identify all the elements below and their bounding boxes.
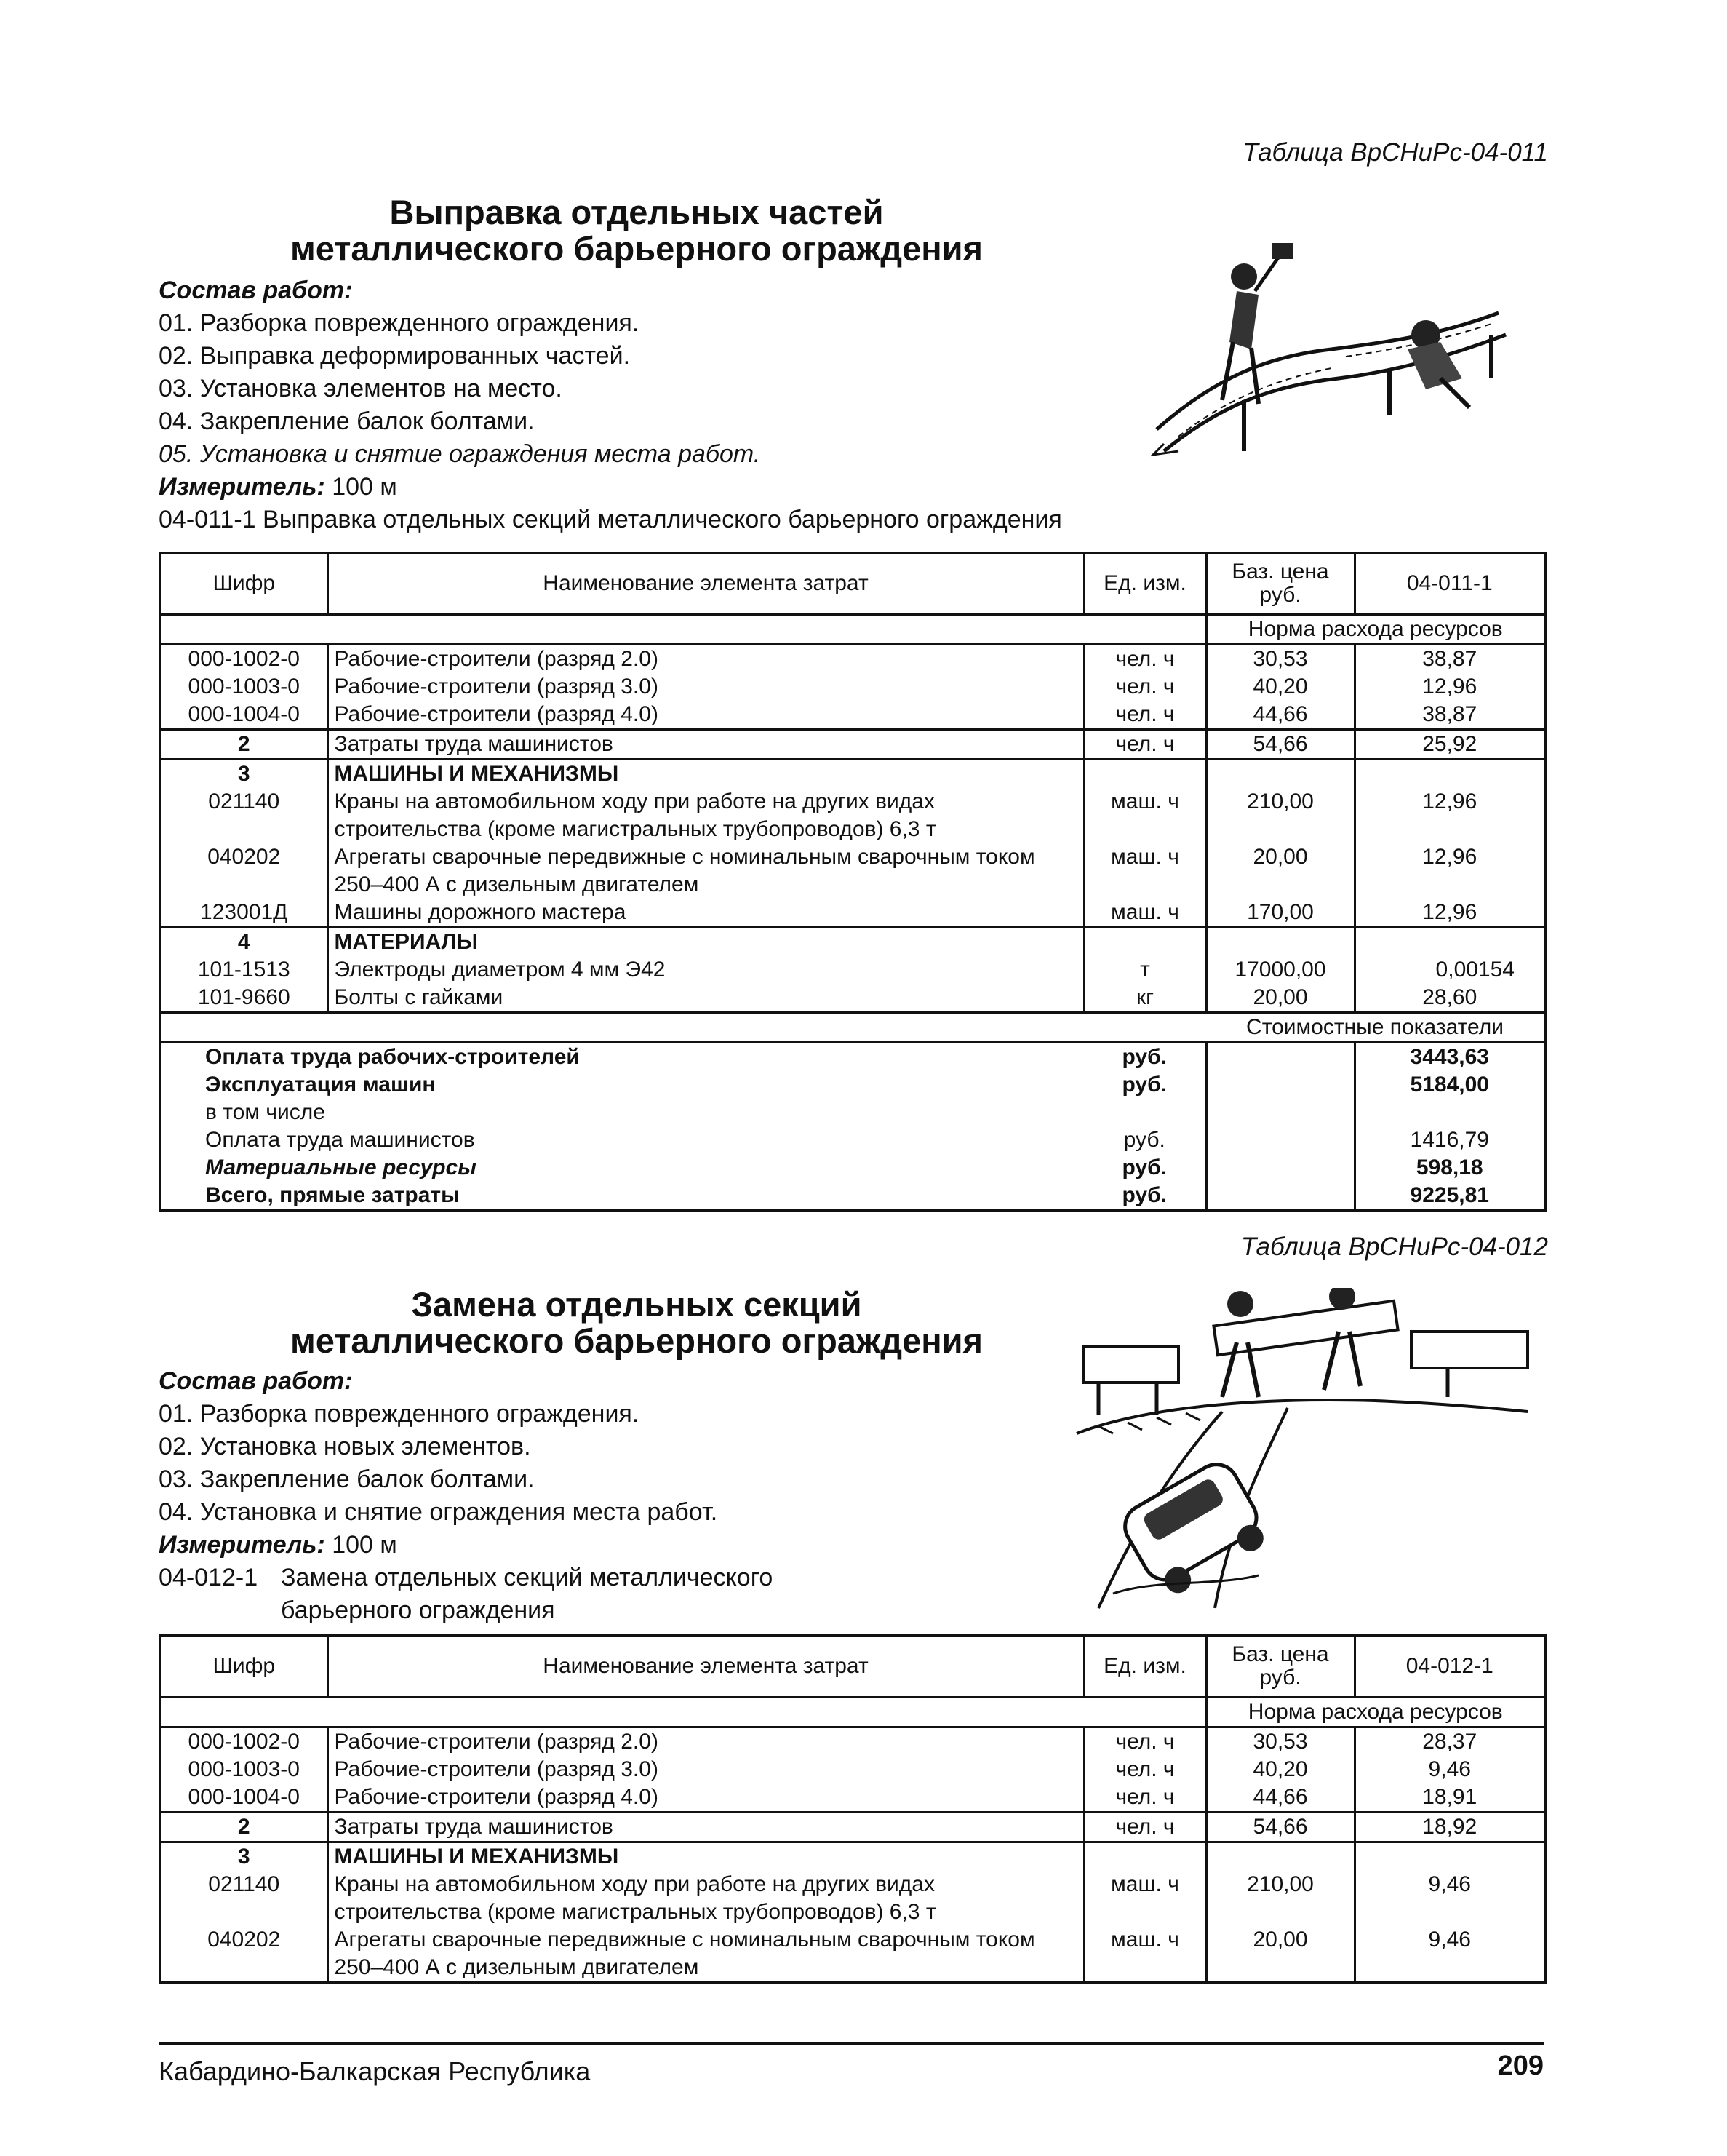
row-unit: чел. ч bbox=[1084, 701, 1206, 730]
row-price: 30,53 bbox=[1206, 1727, 1355, 1756]
row-value bbox=[1355, 759, 1545, 788]
row-unit: чел. ч bbox=[1084, 673, 1206, 701]
row-value: 18,91 bbox=[1355, 1783, 1545, 1813]
table-row bbox=[160, 644, 1545, 673]
row-price: 20,00 bbox=[1206, 984, 1355, 1013]
work-item: 03. Закрепление балок болтами. bbox=[159, 1465, 535, 1493]
row-code: 2 bbox=[160, 1812, 327, 1842]
row-name: Затраты труда машинистов bbox=[327, 1812, 1084, 1842]
title-line: Замена отдельных секций bbox=[411, 1285, 862, 1324]
cost-label: Всего, прямые затраты bbox=[205, 1182, 460, 1207]
cost-table-04-012 bbox=[159, 1634, 1547, 1984]
measure-line bbox=[159, 471, 1177, 504]
row-unit: чел. ч bbox=[1084, 1812, 1206, 1842]
table-row bbox=[160, 843, 1545, 899]
row-price: 170,00 bbox=[1206, 899, 1355, 928]
row-code: 123001Д bbox=[200, 899, 288, 924]
row-name: Краны на автомобильном ходу при работе на других видах строительства (кроме магистральных трубопроводов) 6,3 т bbox=[327, 788, 1084, 843]
table-row bbox=[160, 984, 1545, 1013]
row-value: 38,87 bbox=[1355, 644, 1545, 673]
row-unit bbox=[1084, 927, 1206, 956]
table-ref-04-011: Таблица ВрСНиРс-04-011 bbox=[1243, 138, 1548, 167]
row-name: МАШИНЫ И МЕХАНИЗМЫ bbox=[327, 759, 1084, 788]
work-item: 02. Установка новых элементов. bbox=[159, 1433, 531, 1460]
table-ref-04-012: Таблица ВрСНиРс-04-012 bbox=[1240, 1233, 1548, 1261]
cost-label: Оплата труда рабочих-строителей bbox=[160, 1042, 1084, 1071]
row-name: Болты с гайками bbox=[327, 984, 1084, 1013]
table-row bbox=[160, 956, 1545, 984]
workers-straightening-guardrail-illustration bbox=[1149, 233, 1528, 466]
table-row bbox=[160, 1783, 1545, 1813]
row-price: 17000,00 bbox=[1206, 956, 1355, 984]
row-code: 000-1004-0 bbox=[188, 1784, 300, 1809]
table-row bbox=[160, 701, 1545, 730]
row-price: 44,66 bbox=[1206, 1783, 1355, 1813]
cost-label: Материальные ресурсы bbox=[205, 1155, 476, 1180]
row-price: 20,00 bbox=[1206, 1926, 1355, 1983]
section-title-04-011 bbox=[145, 194, 1128, 267]
row-unit: маш. ч bbox=[1084, 788, 1206, 843]
title-line: Выправка отдельных частей bbox=[389, 193, 884, 231]
row-code: 021140 bbox=[208, 1871, 280, 1896]
footer-region: Кабардино-Балкарская Республика bbox=[159, 2056, 591, 2086]
work-item: 03. Установка элементов на место. bbox=[159, 375, 562, 402]
row-name: МАШИНЫ И МЕХАНИЗМЫ bbox=[327, 1842, 1084, 1871]
row-code: 000-1002-0 bbox=[160, 644, 327, 673]
row-name: Агрегаты сварочные передвижные с номинальным сварочным током 250–400 А с дизельным двигателем bbox=[327, 1926, 1084, 1983]
row-value: 38,87 bbox=[1355, 701, 1545, 730]
row-value: 12,96 bbox=[1355, 843, 1545, 899]
table-row bbox=[160, 1842, 1545, 1871]
header-code-value: 04-012-1 bbox=[1355, 1636, 1545, 1697]
header-unit: Ед. изм. bbox=[1084, 553, 1206, 614]
table-header-row bbox=[160, 1636, 1545, 1697]
cost-unit: руб. bbox=[1122, 1072, 1167, 1097]
row-name: Рабочие-строители (разряд 2.0) bbox=[327, 644, 1084, 673]
cost-value bbox=[1355, 1099, 1545, 1126]
row-value: 28,60 bbox=[1355, 984, 1545, 1013]
row-price: 210,00 bbox=[1206, 788, 1355, 843]
row-name: Рабочие-строители (разряд 3.0) bbox=[327, 1756, 1084, 1783]
work-item: 02. Выправка деформированных частей. bbox=[159, 342, 631, 370]
works-block-04-011 bbox=[159, 274, 1177, 536]
row-value: 12,96 bbox=[1355, 788, 1545, 843]
measure-label: Измеритель: bbox=[159, 1531, 325, 1559]
row-unit: чел. ч bbox=[1084, 1756, 1206, 1783]
work-item: 01. Разборка поврежденного ограждения. bbox=[159, 309, 639, 337]
subitem-title: 04-011-1 Выправка отдельных секций металлического барьерного ограждения bbox=[159, 506, 1062, 533]
norm-band-label: Норма расхода ресурсов bbox=[1206, 614, 1545, 644]
cost-row bbox=[160, 1126, 1545, 1154]
row-code: 101-1513 bbox=[197, 957, 290, 982]
row-price bbox=[1206, 1842, 1355, 1871]
row-price: 30,53 bbox=[1206, 644, 1355, 673]
title-line: металлического барьерного ограждения bbox=[290, 229, 983, 268]
row-price: 210,00 bbox=[1206, 1871, 1355, 1926]
row-code: 101-9660 bbox=[197, 984, 290, 1009]
subitem-line: барьерного ограждения bbox=[281, 1596, 555, 1624]
row-name: Машины дорожного мастера bbox=[327, 899, 1084, 928]
header-name: Наименование элемента затрат bbox=[327, 1636, 1084, 1697]
row-unit: маш. ч bbox=[1084, 1926, 1206, 1983]
row-unit: маш. ч bbox=[1084, 899, 1206, 928]
cost-band-label: Стоимостные показатели bbox=[1206, 1012, 1545, 1042]
cost-band-row bbox=[160, 1012, 1545, 1042]
row-value: 12,96 bbox=[1355, 899, 1545, 928]
row-price: 40,20 bbox=[1206, 673, 1355, 701]
row-code: 000-1002-0 bbox=[160, 1727, 327, 1756]
footer-divider bbox=[159, 2042, 1544, 2045]
row-value bbox=[1355, 927, 1545, 956]
cost-unit: руб. bbox=[1122, 1182, 1167, 1207]
cost-table-04-011 bbox=[159, 552, 1547, 1212]
row-unit bbox=[1084, 1842, 1206, 1871]
page-number: 209 bbox=[1497, 2050, 1544, 2081]
measure-line bbox=[159, 1529, 1177, 1562]
works-block-04-012 bbox=[159, 1365, 1177, 1627]
row-unit: чел. ч bbox=[1084, 729, 1206, 759]
row-code: 000-1003-0 bbox=[188, 1757, 300, 1781]
norm-band-row bbox=[160, 1697, 1545, 1727]
row-code: 000-1004-0 bbox=[188, 701, 300, 726]
row-name: Рабочие-строители (разряд 2.0) bbox=[327, 1727, 1084, 1756]
row-unit: т bbox=[1084, 956, 1206, 984]
row-unit: маш. ч bbox=[1084, 1871, 1206, 1926]
work-item: 04. Закрепление балок болтами. bbox=[159, 407, 535, 435]
cost-row bbox=[160, 1099, 1545, 1126]
works-header: Состав работ: bbox=[159, 1367, 353, 1395]
row-name: Краны на автомобильном ходу при работе на других видах строительства (кроме магистральных трубопроводов) 6,3 т bbox=[327, 1871, 1084, 1926]
row-unit: маш. ч bbox=[1084, 843, 1206, 899]
work-item: 05. Установка и снятие ограждения места работ. bbox=[159, 440, 761, 468]
row-code: 021140 bbox=[208, 789, 280, 814]
header-price: Баз. цена руб. bbox=[1206, 553, 1355, 614]
row-value: 28,37 bbox=[1355, 1727, 1545, 1756]
subitem-name bbox=[281, 1562, 773, 1627]
row-name: Рабочие-строители (разряд 4.0) bbox=[327, 1783, 1084, 1813]
row-name: Электроды диаметром 4 мм Э42 bbox=[327, 956, 1084, 984]
row-price: 20,00 bbox=[1206, 843, 1355, 899]
row-price: 44,66 bbox=[1206, 701, 1355, 730]
section-title-04-012 bbox=[145, 1286, 1128, 1359]
row-value: 9,46 bbox=[1355, 1756, 1545, 1783]
row-name: Агрегаты сварочные передвижные с номинальным сварочным током 250–400 А с дизельным двигателем bbox=[327, 843, 1084, 899]
row-name: Рабочие-строители (разряд 3.0) bbox=[327, 673, 1084, 701]
row-value bbox=[1355, 1842, 1545, 1871]
table-row bbox=[160, 729, 1545, 759]
row-value: 12,96 bbox=[1355, 673, 1545, 701]
row-value: 18,92 bbox=[1355, 1812, 1545, 1842]
row-unit: чел. ч bbox=[1084, 644, 1206, 673]
cost-unit: руб. bbox=[1122, 1155, 1167, 1180]
header-name: Наименование элемента затрат bbox=[327, 553, 1084, 614]
norm-band-label: Норма расхода ресурсов bbox=[1206, 1697, 1545, 1727]
row-price: 40,20 bbox=[1206, 1756, 1355, 1783]
cost-value: 3443,63 bbox=[1355, 1042, 1545, 1071]
subitem-title bbox=[159, 1562, 1177, 1627]
table-row bbox=[160, 927, 1545, 956]
row-value: 9,46 bbox=[1355, 1926, 1545, 1983]
header-unit: Ед. изм. bbox=[1084, 1636, 1206, 1697]
row-unit: кг bbox=[1084, 984, 1206, 1013]
table-row bbox=[160, 1756, 1545, 1783]
row-value: 0,00154 bbox=[1355, 956, 1545, 984]
row-name: Рабочие-строители (разряд 4.0) bbox=[327, 701, 1084, 730]
header-price: Баз. цена руб. bbox=[1206, 1636, 1355, 1697]
table-row bbox=[160, 759, 1545, 788]
measure-value: 100 м bbox=[332, 1531, 397, 1559]
table-row bbox=[160, 788, 1545, 843]
subitem-code: 04-012-1 bbox=[159, 1564, 258, 1591]
row-code: 000-1003-0 bbox=[188, 674, 300, 699]
table-row bbox=[160, 1871, 1545, 1926]
cost-row bbox=[160, 1071, 1545, 1099]
subitem-line: Замена отдельных секций металлического bbox=[281, 1564, 773, 1591]
table-row bbox=[160, 673, 1545, 701]
table-row bbox=[160, 1812, 1545, 1842]
header-code-value: 04-011-1 bbox=[1355, 553, 1545, 614]
cost-row bbox=[160, 1182, 1545, 1211]
row-price bbox=[1206, 759, 1355, 788]
cost-label: в том числе bbox=[205, 1099, 325, 1124]
row-code: 3 bbox=[160, 759, 327, 788]
row-value: 9,46 bbox=[1355, 1871, 1545, 1926]
table-row bbox=[160, 899, 1545, 928]
row-unit bbox=[1084, 759, 1206, 788]
row-price bbox=[1206, 927, 1355, 956]
header-code: Шифр bbox=[160, 553, 327, 614]
row-name: Затраты труда машинистов bbox=[327, 729, 1084, 759]
work-item: 04. Установка и снятие ограждения места работ. bbox=[159, 1498, 718, 1526]
work-item: 01. Разборка поврежденного ограждения. bbox=[159, 1400, 639, 1428]
row-unit: чел. ч bbox=[1084, 1727, 1206, 1756]
table-row bbox=[160, 1727, 1545, 1756]
row-code: 3 bbox=[160, 1842, 327, 1871]
cost-label: Эксплуатация машин bbox=[205, 1072, 436, 1097]
cost-unit bbox=[1084, 1099, 1206, 1126]
cost-label: Оплата труда машинистов bbox=[205, 1127, 475, 1152]
measure-value: 100 м bbox=[332, 473, 397, 501]
works-header: Состав работ: bbox=[159, 277, 353, 304]
cost-value: 1416,79 bbox=[1355, 1126, 1545, 1154]
cost-value: 5184,00 bbox=[1355, 1071, 1545, 1099]
row-name: МАТЕРИАЛЫ bbox=[327, 927, 1084, 956]
cost-row bbox=[160, 1154, 1545, 1182]
cost-value: 598,18 bbox=[1355, 1154, 1545, 1182]
row-value: 25,92 bbox=[1355, 729, 1545, 759]
cost-unit: руб. bbox=[1123, 1127, 1165, 1152]
cost-value: 9225,81 bbox=[1355, 1182, 1545, 1211]
workers-replacing-section-illustration bbox=[1069, 1288, 1535, 1630]
title-line: металлического барьерного ограждения bbox=[290, 1321, 983, 1360]
table-header-row bbox=[160, 553, 1545, 614]
table-row bbox=[160, 1926, 1545, 1983]
cost-unit: руб. bbox=[1084, 1042, 1206, 1071]
row-code: 040202 bbox=[207, 1927, 281, 1952]
row-price: 54,66 bbox=[1206, 729, 1355, 759]
row-unit: чел. ч bbox=[1084, 1783, 1206, 1813]
measure-label: Измеритель: bbox=[159, 473, 325, 501]
cost-row bbox=[160, 1042, 1545, 1071]
row-price: 54,66 bbox=[1206, 1812, 1355, 1842]
row-code: 4 bbox=[160, 927, 327, 956]
row-code: 040202 bbox=[207, 844, 281, 869]
row-code: 2 bbox=[160, 729, 327, 759]
header-code: Шифр bbox=[160, 1636, 327, 1697]
norm-band-row bbox=[160, 614, 1545, 644]
